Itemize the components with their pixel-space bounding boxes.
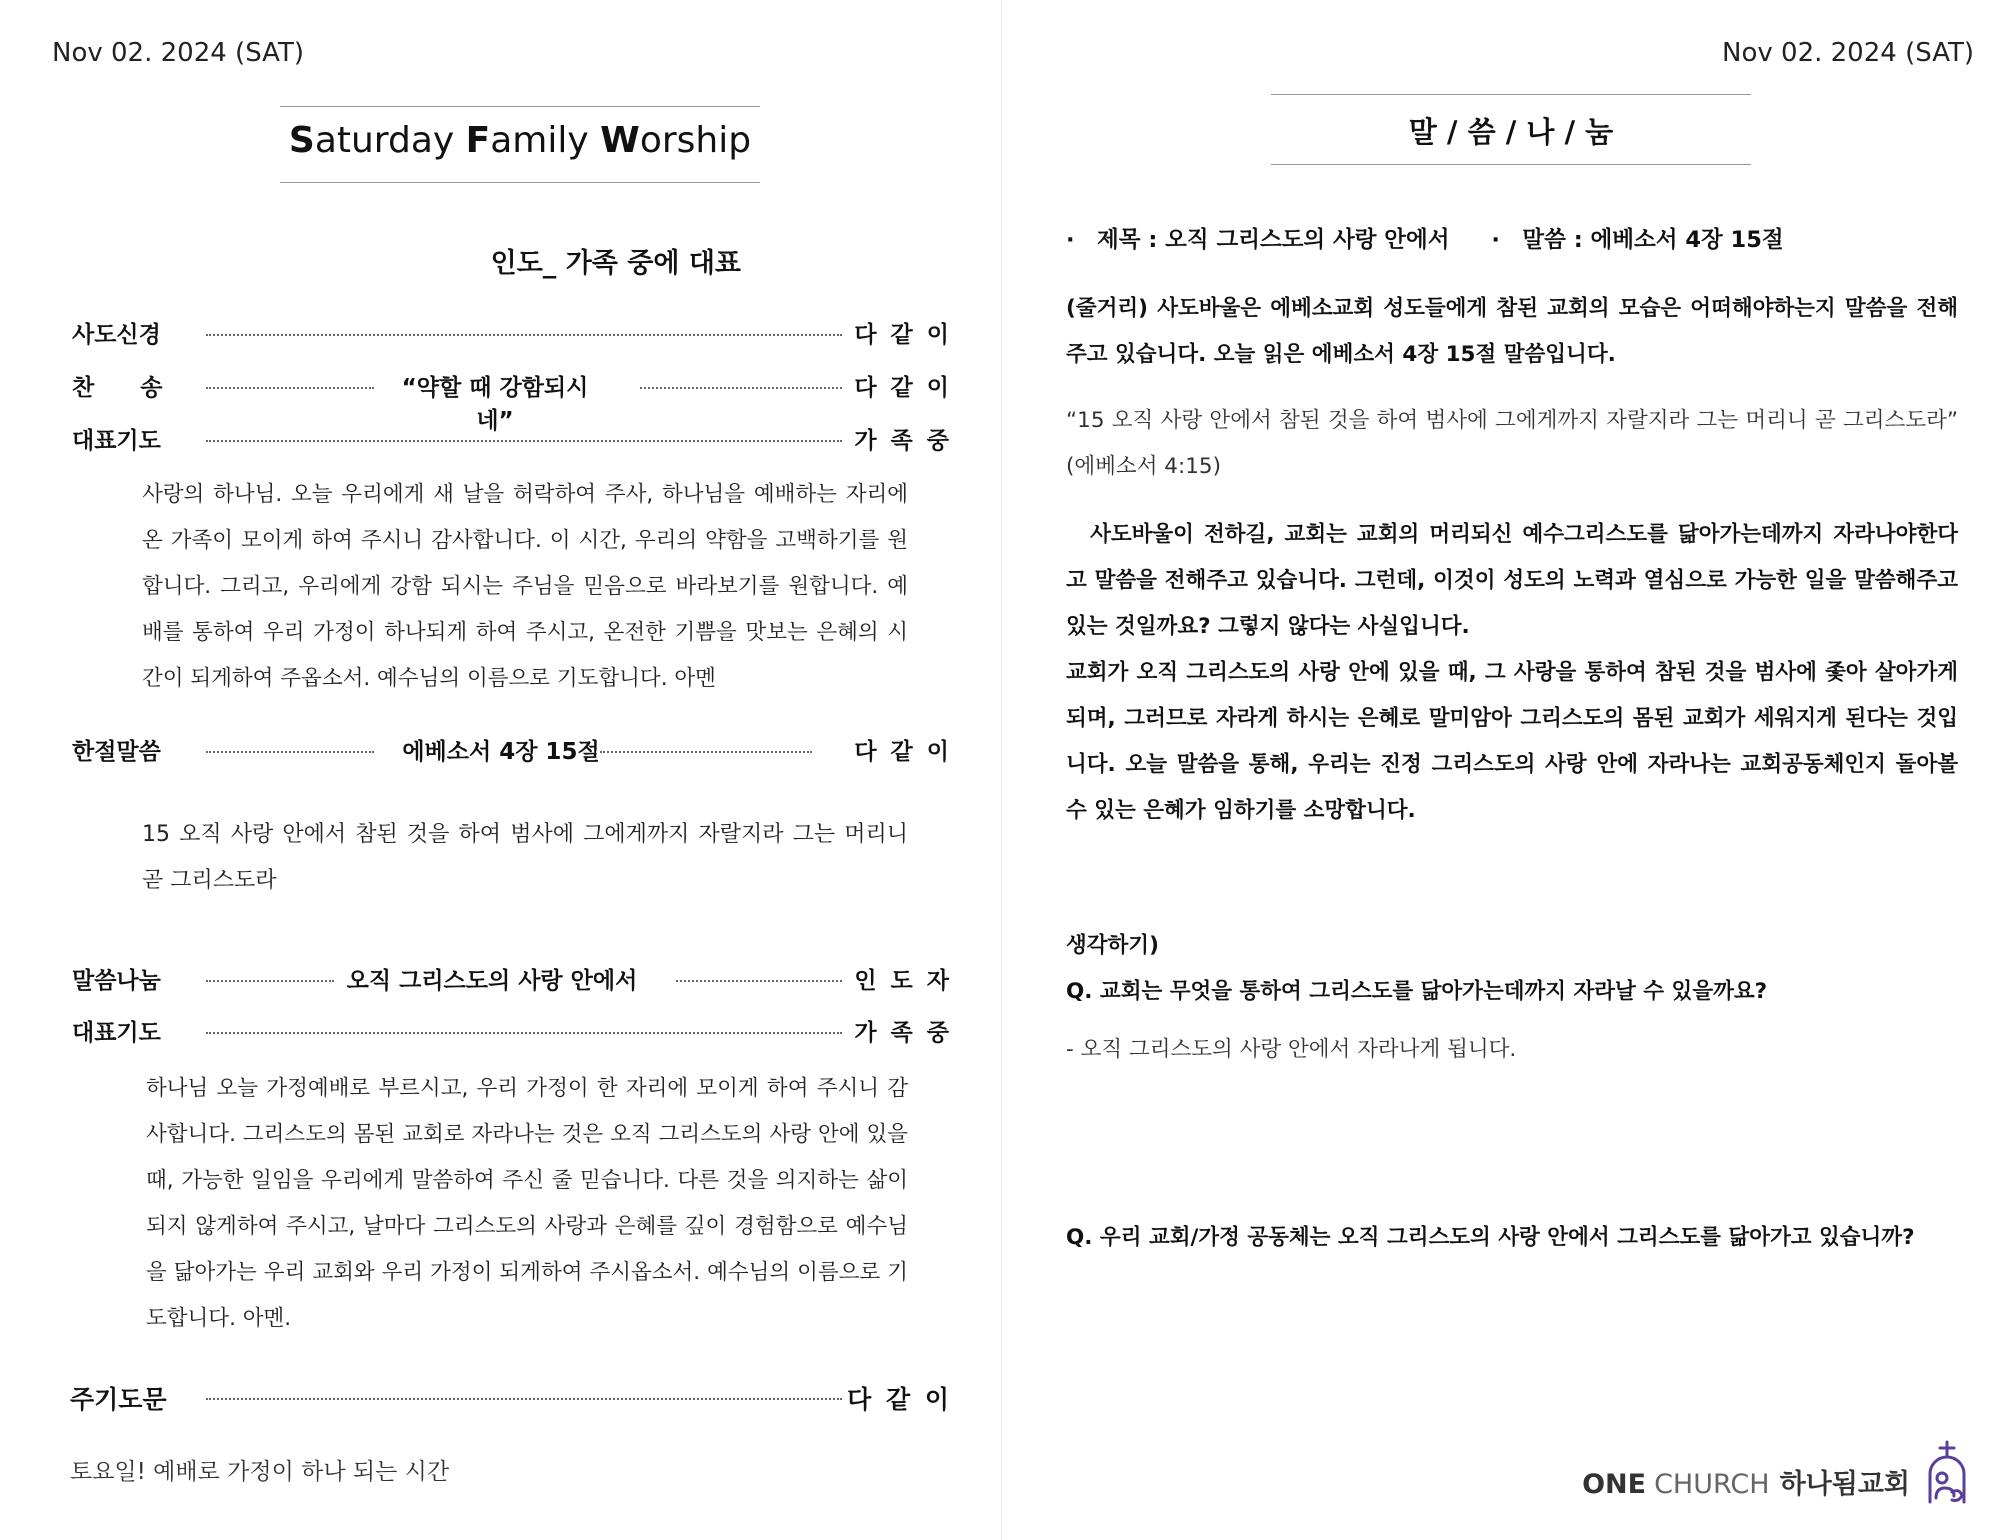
row-participant: 다 같 이 [854,739,952,765]
church-cross-logo-icon [1918,1440,1976,1510]
title-cap-w: W [600,120,640,161]
body-paragraph-1: 사도바울이 전하길, 교회는 교회의 머리되신 예수그리스도를 닮아가는데까지 자라나야한다고 말씀을 전해주고 있습니다. 그런데, 이것이 성도의 노력과 열심으로 가능한 일을 말씀해주고 있는 것일까요? 그렇지 않다는 사실입니다. [1066,522,1958,639]
meta-scripture: · 말씀 : 에베소서 4장 15절 [1491,227,1784,253]
right-page [1001,0,1998,1540]
worship-title [280,120,760,161]
order-row-verse [72,733,952,769]
row-label: 한절말씀 [72,739,161,765]
date-left: Nov 02. 2024 (SAT) [52,38,304,68]
row-label: 대표기도 [72,428,161,454]
brand-church: CHURCH [1654,1469,1770,1500]
answer-1: - 오직 그리스도의 사랑 안에서 자라나게 됩니다. [1066,1037,1517,1062]
dotted-leader [206,1032,842,1034]
dotted-leader [676,980,842,982]
brand-one: ONE [1582,1469,1647,1500]
dotted-leader [206,751,374,753]
row-participant: 다 같 이 [854,375,952,401]
sermon-title: 오직 그리스도의 사랑 안에서 [346,968,638,994]
dotted-leader [206,980,334,982]
title-cap-s: S [288,120,315,161]
title-top-rule [1271,94,1751,95]
title-rest-w: orship [639,120,752,161]
sharing-title: 말 / 씀 / 나 / 눔 [1408,115,1614,149]
church-brand [1582,1462,1910,1501]
closing-prayer: 하나님 오늘 가정예배로 부르시고, 우리 가정이 한 자리에 모이게 하여 주시니 감사합니다. 그리스도의 몸된 교회로 자라나는 것은 오직 그리스도의 사랑 안에 있을 때, 가능한 일임을 우리에게 말씀하여 주신 줄 믿습니다. 다른 것을 의지하는 삶이 되지 않게하여 주시고, 날마다 그리스도의 사랑과 은혜를 깊이 경험함으로 예수님을 닮아가는 우리 교회와 우리 가정이 되게하여 주시옵소서. 예수님의 이름으로 기도합니다. 아멘. [146,1076,908,1331]
order-row-lords-prayer [70,1380,952,1416]
row-label: 찬 송 [72,375,163,401]
dotted-leader [206,387,374,389]
order-row-prayer [72,422,952,458]
body-paragraph-2: 교회가 오직 그리스도의 사랑 안에 있을 때, 그 사랑을 통하여 참된 것을 범사에 좇아 살아가게 되며, 그러므로 자라게 하시는 은혜로 말미암아 그리스도의 몸된 교회가 세워지게 된다는 것입니다. 오늘 말씀을 통해, 우리는 진정 그리스도의 사랑 안에 자라나는 교회공동체인지 돌아볼 수 있는 은혜가 임하기를 소망합니다. [1066,660,1958,823]
dotted-leader [206,1398,842,1400]
dotted-leader [600,751,812,753]
row-participant: 인 도 자 [854,968,952,994]
verse-text: 15 오직 사랑 안에서 참된 것을 하여 범사에 그에게까지 자랄지라 그는 머리니 곧 그리스도라 [142,822,908,893]
title-rest-s: aturday [314,120,466,161]
order-row-prayer-2 [72,1014,952,1050]
leader-note: 인도_ 가족 중에 대표 [490,248,741,279]
row-label: 주기도문 [70,1385,167,1414]
meta-title: · 제목 : 오직 그리스도의 사랑 안에서 [1066,227,1450,253]
dotted-leader [206,334,842,336]
row-participant: 다 같 이 [854,322,952,348]
dotted-leader [640,387,842,389]
title-rest-f: amily [490,120,601,161]
hymn-title: “약할 때 강함되시네” [401,375,589,434]
order-row-creed [72,316,952,352]
row-label: 사도신경 [72,322,161,348]
summary-text: (줄거리) 사도바울은 에베소교회 성도들에게 참된 교회의 모습은 어떠해야하는지 말씀을 전해주고 있습니다. 오늘 읽은 에베소서 4장 15절 말씀입니다. [1066,296,1958,367]
verse-reference: 에베소서 4장 15절 [402,739,600,765]
brand-korean: 하나됨교회 [1779,1469,1910,1500]
scripture-quote: “15 오직 사랑 안에서 참된 것을 하여 범사에 그에게까지 자랄지라 그는 머리니 곧 그리스도라” (에베소서 4:15) [1066,408,1958,479]
row-participant: 가 족 중 [854,1020,952,1046]
dotted-leader [206,440,842,442]
row-participant: 가 족 중 [854,428,952,454]
order-row-sharing [72,962,952,998]
sermon-meta [1066,222,1958,254]
question-2: Q. 우리 교회/가정 공동체는 오직 그리스도의 사랑 안에서 그리스도를 닮아가고 있습니까? [1066,1225,1915,1250]
row-label: 대표기도 [72,1020,161,1046]
date-right: Nov 02. 2024 (SAT) [1722,38,1974,68]
reflection-heading: 생각하기) [1066,933,1159,958]
title-cap-f: F [465,120,491,161]
title-bottom-rule [280,182,760,183]
row-participant: 다 같 이 [847,1385,952,1414]
opening-prayer: 사랑의 하나님. 오늘 우리에게 새 날을 허락하여 주사, 하나님을 예배하는 자리에 온 가족이 모이게 하여 주시니 감사합니다. 이 시간, 우리의 약함을 고백하기를 원합니다. 그리고, 우리에게 강함 되시는 주님을 믿음으로 바라보기를 원합니다. 예배를 통하여 우리 가정이 하나되게 하여 주시고, 온전한 기쁨을 맛보는 은혜의 시간이 되게하여 주옵소서. 예수님의 이름으로 기도합니다. 아멘 [142,482,908,691]
footer-slogan: 토요일! 예배로 가정이 하나 되는 시간 [70,1459,450,1485]
sermon-body [1066,512,1958,834]
title-top-rule [280,106,760,107]
order-row-hymn [72,369,952,434]
row-label: 말씀나눔 [72,968,161,994]
question-1: Q. 교회는 무엇을 통하여 그리스도를 닮아가는데까지 자라날 수 있을까요? [1066,979,1768,1004]
title-bottom-rule [1271,164,1751,165]
